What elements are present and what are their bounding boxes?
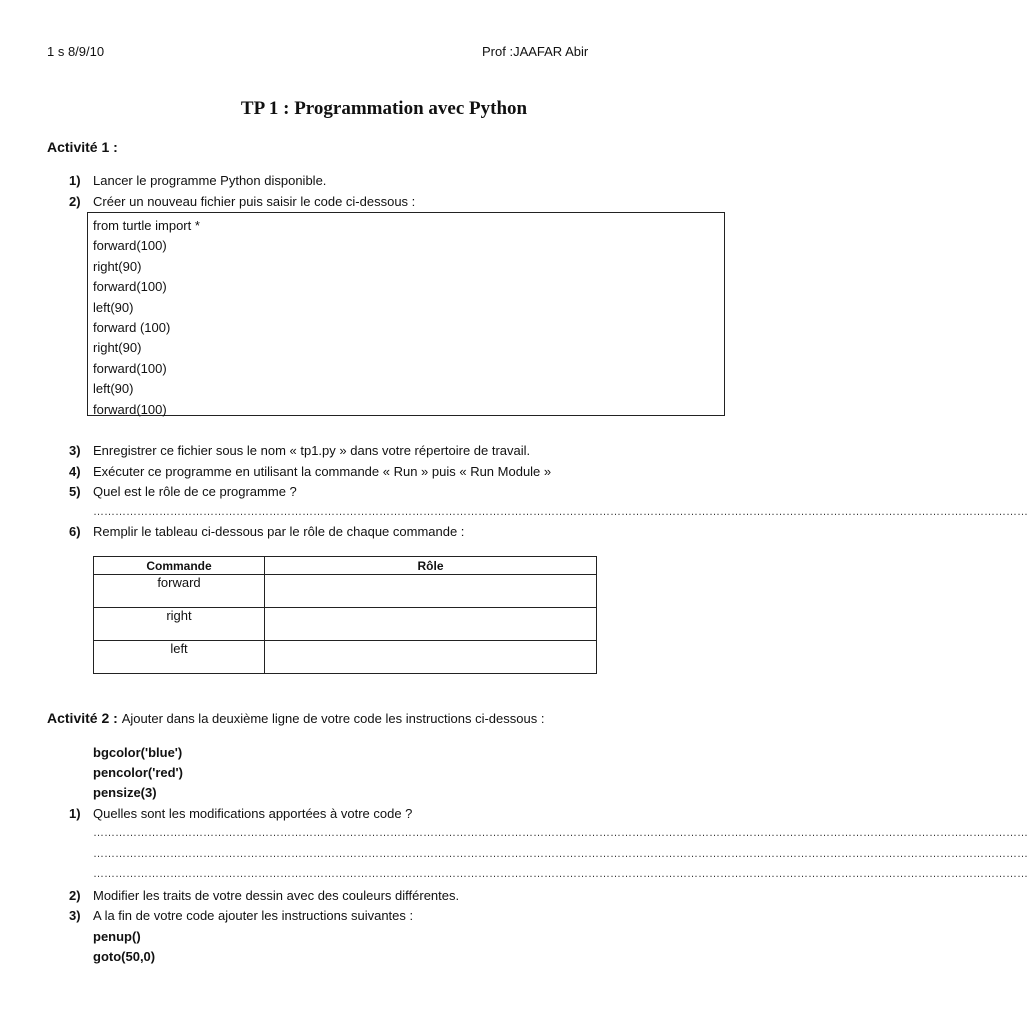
column-header-role: Rôle — [265, 557, 597, 575]
code-line: forward(100) — [93, 360, 167, 376]
step-text: Créer un nouveau fichier puis saisir le code ci-dessous : — [93, 194, 416, 209]
role-cell[interactable] — [265, 575, 597, 608]
answer-line: ………………………………………………………………………………………………………………………………………………………………………………………………………………………………… — [93, 868, 1028, 880]
answer-line: ………………………………………………………………………………………………………………………………………………………………………………………………………………………………… — [93, 848, 1028, 860]
page-title: TP 1 : Programmation avec Python — [240, 98, 528, 119]
step-number: 4) — [69, 464, 81, 479]
code-line-bold: pensize(3) — [93, 785, 157, 800]
column-header-command: Commande — [94, 557, 265, 575]
activity2-heading-line — [47, 710, 544, 726]
command-cell: right — [94, 608, 265, 641]
step-number: 3) — [69, 908, 81, 923]
activity1-step-1 — [69, 173, 326, 188]
code-line: forward(100) — [93, 279, 167, 295]
activity2-step-3 — [69, 908, 413, 923]
code-line: right(90) — [93, 340, 142, 356]
code-line: right(90) — [93, 258, 142, 274]
code-line-bold: bgcolor('blue') — [93, 745, 183, 760]
activity2-step-1 — [69, 806, 412, 821]
answer-line: ………………………………………………………………………………………………………………………………………………………………………………………………………………………………… — [93, 827, 1028, 839]
command-cell: forward — [94, 575, 265, 608]
step-number: 5) — [69, 484, 81, 499]
table-row — [94, 608, 597, 641]
header-class-date: 1 s 8/9/10 — [47, 44, 105, 59]
activity2-step-2 — [69, 888, 459, 903]
code-line: left(90) — [93, 299, 134, 315]
step-text: Modifier les traits de votre dessin avec des couleurs différentes. — [93, 888, 460, 903]
code-line: forward(100) — [93, 238, 167, 254]
step-number: 1) — [69, 806, 81, 821]
step-text: Remplir le tableau ci-dessous par le rôle de chaque commande : — [93, 524, 465, 539]
step-number: 1) — [69, 173, 81, 188]
code-line: left(90) — [93, 381, 134, 397]
code-line: forward(100) — [93, 401, 167, 417]
step-text: Lancer le programme Python disponible. — [93, 173, 327, 188]
activity1-step-2 — [69, 194, 415, 209]
step-number: 3) — [69, 443, 81, 458]
header-teacher: Prof :JAAFAR Abir — [482, 44, 589, 59]
step-text: A la fin de votre code ajouter les instructions suivantes : — [93, 908, 414, 923]
activity1-heading: Activité 1 : — [47, 139, 118, 155]
answer-line: ………………………………………………………………………………………………………………………………………………………………………………………………………………………………… — [93, 506, 1028, 518]
code-line-bold: penup() — [93, 929, 141, 944]
table-row — [94, 641, 597, 674]
code-line: from turtle import * — [93, 218, 200, 233]
activity1-step-4 — [69, 464, 551, 479]
code-line-bold: pencolor('red') — [93, 765, 183, 780]
step-text: Quel est le rôle de ce programme ? — [93, 484, 297, 499]
code-line: forward (100) — [93, 319, 171, 335]
activity1-step-6 — [69, 524, 464, 539]
step-text: Quelles sont les modifications apportées à votre code ? — [93, 806, 413, 821]
activity2-description: Ajouter dans la deuxième ligne de votre code les instructions ci-dessous : — [121, 711, 545, 726]
step-text: Enregistrer ce fichier sous le nom « tp1.py » dans votre répertoire de travail. — [93, 443, 531, 458]
activity1-step-3 — [69, 443, 530, 458]
code-line-bold: goto(50,0) — [93, 949, 156, 964]
command-cell: left — [94, 641, 265, 674]
code-box — [87, 212, 725, 416]
step-number: 2) — [69, 888, 81, 903]
role-cell[interactable] — [265, 608, 597, 641]
step-number: 6) — [69, 524, 81, 539]
table-row — [94, 575, 597, 608]
table-header-row — [94, 557, 597, 575]
activity1-step-5 — [69, 484, 297, 499]
step-text: Exécuter ce programme en utilisant la commande « Run » puis « Run Module » — [93, 464, 552, 479]
activity2-heading: Activité 2 : — [47, 710, 118, 726]
role-cell[interactable] — [265, 641, 597, 674]
command-role-table — [93, 556, 597, 674]
step-number: 2) — [69, 194, 81, 209]
